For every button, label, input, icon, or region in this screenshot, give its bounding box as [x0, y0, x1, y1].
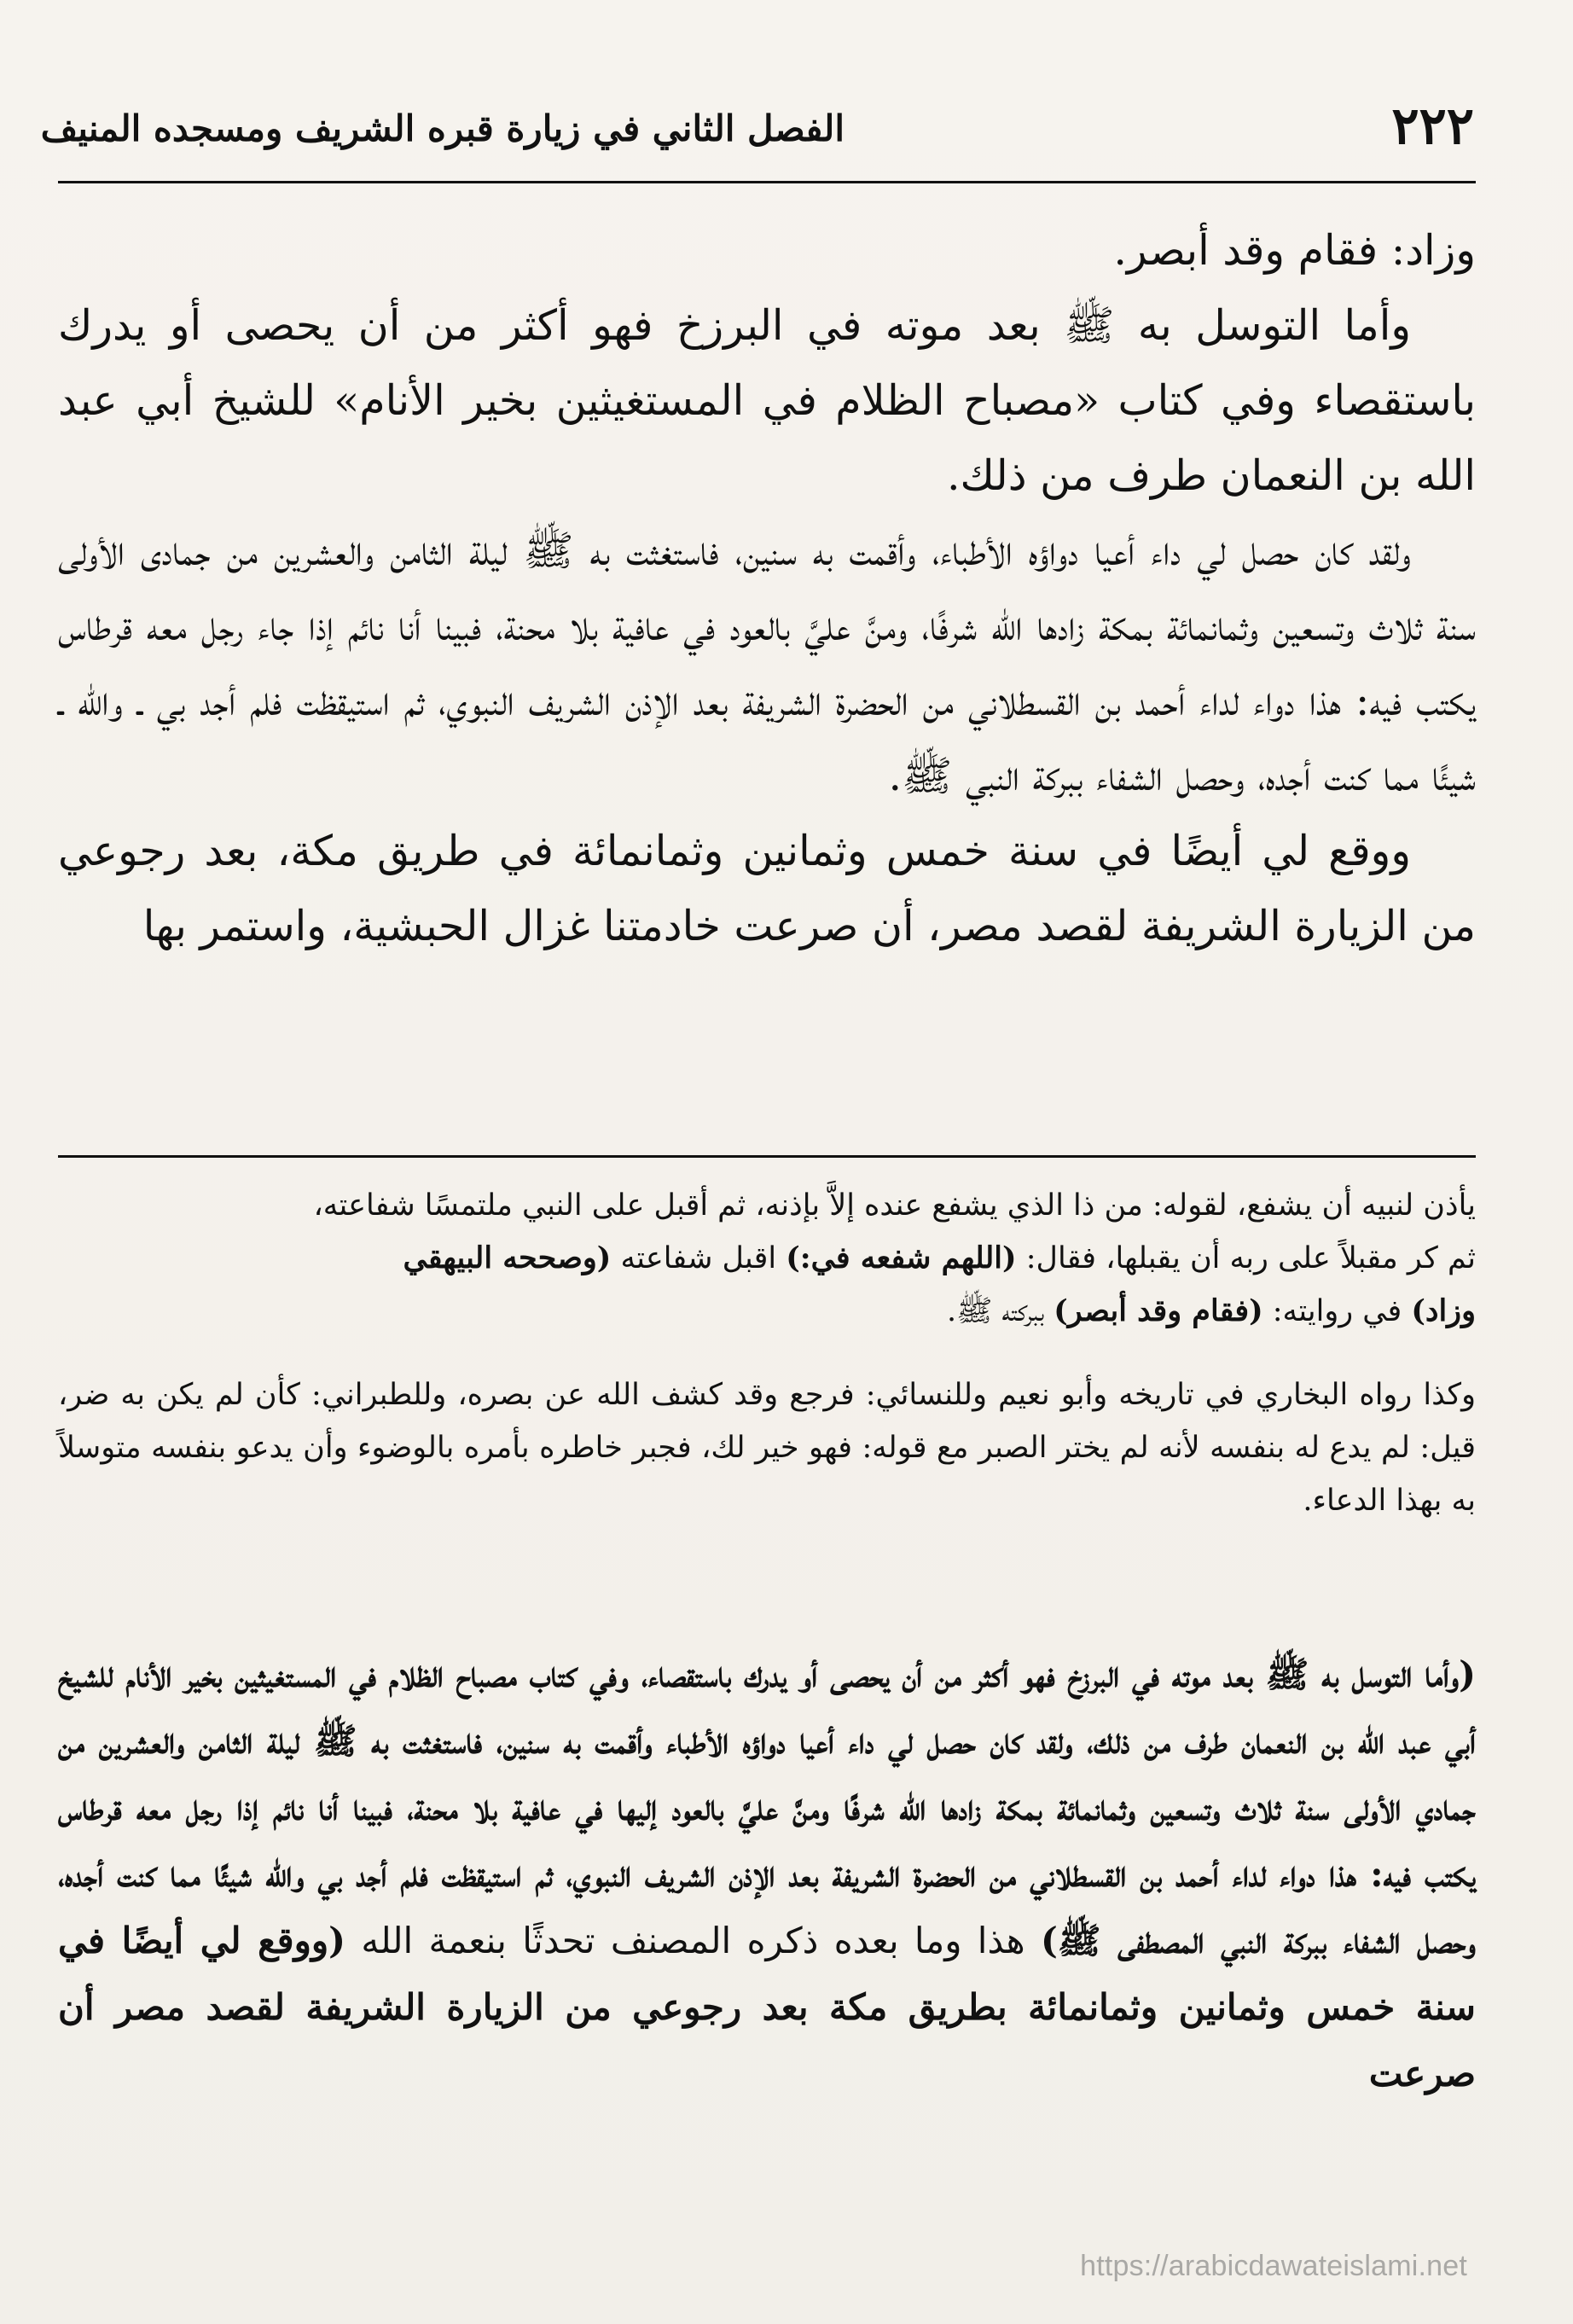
commentary-part-3: (ووقع لي أيضًا في سنة خمس وثمانين وثمانمائة بطريق مكة بعد رجوعي من الزيارة الشريفة لقصد مصر أن صرعت: [58, 1920, 1476, 2095]
commentary-text: [58, 1641, 1476, 2107]
page-number: ٢٢٢: [1391, 96, 1474, 156]
main-paragraph-4: ووقع لي أيضًا في سنة خمس وثمانين وثمانمائة في طريق مكة، بعد رجوعي من الزيارة الشريفة لقصد مصر، أن صرعت خادمتنا غزال الحبشية، واستمر بها: [58, 827, 1476, 950]
commentary-paragraph: [58, 1641, 1476, 2107]
header-rule: [58, 181, 1476, 183]
watermark-url: https://arabicdawateislami.net: [1080, 2250, 1467, 2282]
footnote-line-3-middle: في روايته:: [1262, 1294, 1412, 1328]
main-paragraph-3: ولقد كان حصل لي داء أعيا دواؤه الأطباء، وأقمت به سنين، فاستغثت به ﷺ ليلة الثامن والعشرين من جمادى الأولى سنة ثلاث وتسعين وثمانمائة بمكة زادها الله شرفًا، ومنَّ عليَّ بالعود في عافية بلا محنة، فبينا أنا نائم إذا جاء رجل معه قرطاس يكتب فيه: هذا دواء لداء أحمد بن القسطلاني من الحضرة الشريفة بعد الإذن الشريف النبوي، ثم استيقظت فلم أجد بي ـ والله ـ شيئًا مما كنت أجده، وحصل الشفاء ببركة النبي ﷺ.: [58, 526, 1476, 800]
footnote-line-3-bold-2: (فقام وقد أبصر): [1054, 1293, 1263, 1328]
footnote-line-2-bold-2: (وصححه البيهقي: [403, 1240, 612, 1275]
footnote-rule: [58, 1155, 1476, 1158]
footnote-block-1: [58, 1179, 1476, 1338]
commentary-part-2: هذا وما بعده ذكره المصنف تحدثًا بنعمة الله: [345, 1920, 1041, 1961]
footnote-block-2: وكذا رواه البخاري في تاريخه وأبو نعيم وللنسائي: فرجع وقد كشف الله عن بصره، وللطبراني: كأن لم يكن به ضر، قيل: لم يدع له بنفسه لأنه لم يختر الصبر مع قوله: فهو خير لك، فجبر خاطره بأمره بالوضوء وأن يدعو بنفسه متوسلاً به بهذا الدعاء.: [58, 1378, 1476, 1518]
footnote-line-3-bold-1: وزاد): [1411, 1293, 1476, 1328]
main-paragraph-1: وزاد: فقام وقد أبصر.: [1113, 226, 1476, 275]
footnote-line-2-prefix: ثم كر مقبلاً على ربه أن يقبلها، فقال:: [1016, 1241, 1476, 1275]
commentary-part-1: (وأما التوسل به ﷺ بعد موته في البرزخ فهو أكثر من أن يحصى أو يدرك باستقصاء، وفي كتاب مصباح الظلام في المستغيثين بخير الأنام للشيخ أبي عبد الله بن النعمان طرف من ذلك، ولقد كان حصل لي داء أعيا دواؤه الأطباء وأقمت به سنين، فاستغثت به ﷺ ليلة الثامن والعشرين من جمادي الأولى سنة ثلاث وتسعين وثمانمائة بمكة زادها الله شرفًا ومنَّ عليَّ بالعود إليها في عافية بلا محنة، فبينا أنا نائم إذا رجل معه قرطاس يكتب فيه: هذا دواء لداء أحمد بن القسطلاني من الحضرة الشريفة بعد الإذن الشريف النبوي، ثم استيقظت فلم أجد بي والله شيئًا مما كنت أجده، وحصل الشفاء ببركة النبي المصطفى ﷺ): [58, 1653, 1477, 1961]
footnotes: [58, 1179, 1476, 1527]
main-text: [58, 213, 1476, 964]
main-paragraph-2: وأما التوسل به ﷺ بعد موته في البرزخ فهو أكثر من أن يحصى أو يدرك باستقصاء وفي كتاب «مصباح الظلام في المستغيثين بخير الأنام» للشيخ أبي عبد الله بن النعمان طرف من ذلك.: [58, 301, 1476, 500]
footnote-line-1: يأذن لنبيه أن يشفع، لقوله: من ذا الذي يشفع عنده إلاَّ بإذنه، ثم أقبل على النبي ملتمسًا شفاعته،: [313, 1188, 1476, 1223]
page-header: [40, 96, 1474, 156]
footnote-line-2-bold: (اللهم شفعه في:): [786, 1240, 1017, 1275]
running-title: الفصل الثاني في زيارة قبره الشريف ومسجده المنيف: [40, 107, 845, 149]
footnote-line-2-middle: اقبل شفاعته: [611, 1241, 786, 1275]
footnote-line-3-suffix: ببركته ﷺ.: [947, 1294, 1054, 1328]
